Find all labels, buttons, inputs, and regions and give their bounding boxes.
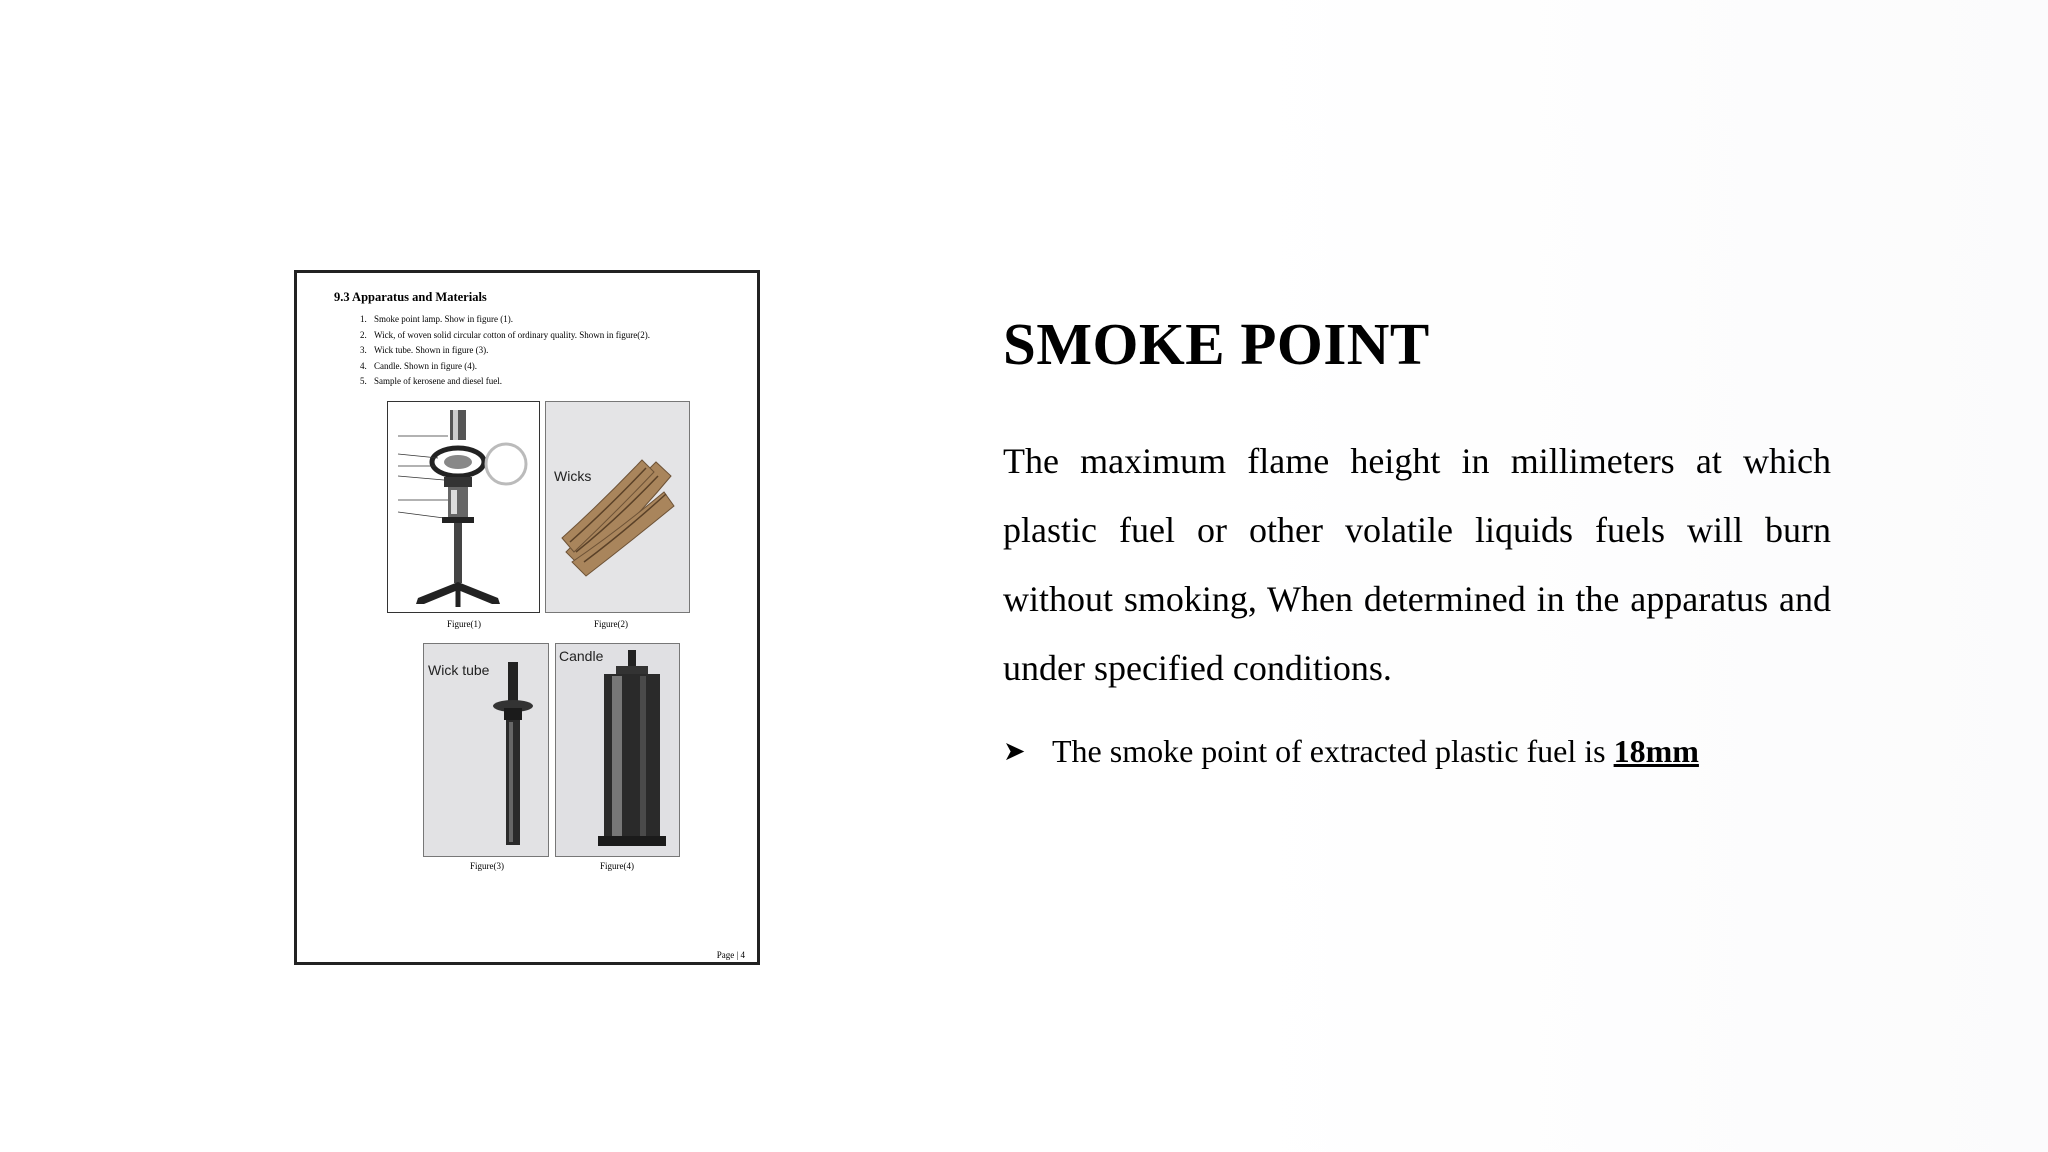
smoke-point-lamp-figure [387,401,540,613]
list-item: 3. Wick tube. Shown in figure (3). [360,345,489,355]
figure-caption: Figure(1) [447,619,481,629]
result-bullet [1003,733,1699,770]
figure-inner-label: Wicks [554,468,592,484]
smoke-point-value: 18mm [1613,733,1699,769]
figure-inner-label: Candle [559,648,604,664]
definition-paragraph: The maximum flame height in millimeters at which plastic fuel or other volatile liquids fuels will burn without smoking, When determined in the apparatus and under specified conditions. [1003,441,1831,688]
candle-figure [555,643,680,857]
slide-title: SMOKE POINT [1003,311,1430,377]
list-item: 2. Wick, of woven solid circular cotton of ordinary quality. Shown in figure(2). [360,329,650,340]
document-heading: 9.3 Apparatus and Materials [334,290,487,304]
candle-illustration [556,644,680,857]
apparatus-list [360,312,650,390]
figure-caption: Figure(4) [600,861,634,871]
wicks-figure [545,401,690,613]
page-number: Page | 4 [716,950,745,960]
smoke-point-lamp-illustration [388,402,540,613]
arrowhead-bullet-icon: ➤ [1003,736,1026,766]
list-item: 4. Candle. Shown in figure (4). [360,360,477,371]
figure-caption: Figure(2) [594,619,628,629]
document-page-image [294,270,760,965]
list-item: 1. Smoke point lamp. Show in figure (1). [360,314,513,324]
wick-tube-figure [423,643,549,857]
figure-inner-label: Wick tube [428,662,490,678]
wick-tube-illustration [424,644,549,857]
wicks-illustration [546,402,690,613]
list-item: 5. Sample of kerosene and diesel fuel. [360,376,502,386]
bullet-text: The smoke point of extracted plastic fuel is [1052,733,1606,769]
figure-caption: Figure(3) [470,861,504,871]
